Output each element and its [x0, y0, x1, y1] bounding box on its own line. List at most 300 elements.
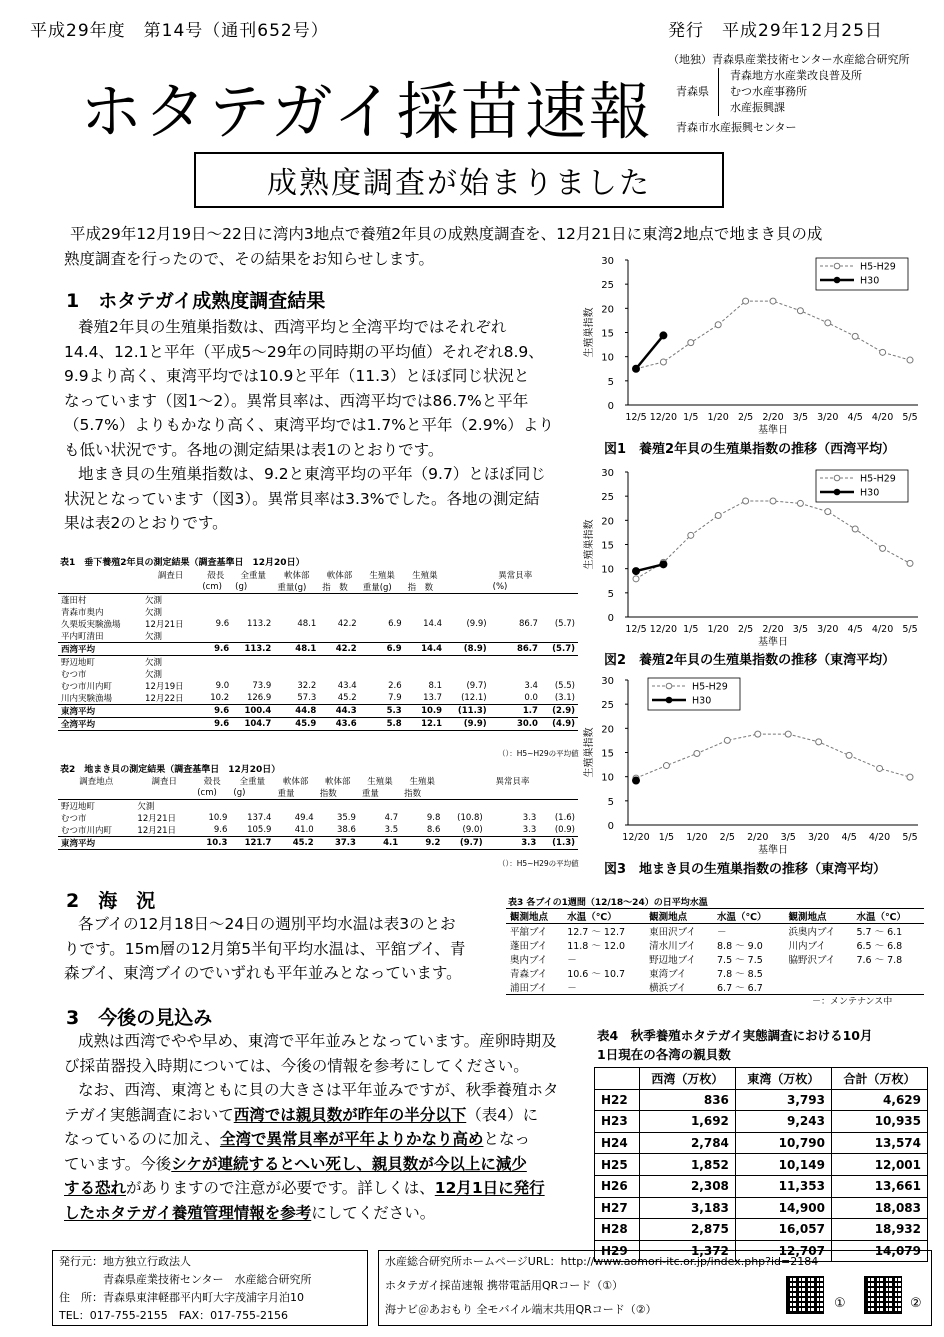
x-tick-label: 2/5	[737, 412, 754, 423]
x-tick-label: 3/20	[817, 412, 839, 423]
table-cell: 3.3	[522, 813, 537, 823]
table4-h	[595, 1068, 640, 1090]
table-cell	[199, 606, 232, 618]
table-cell: 欠測	[137, 802, 155, 812]
legend-marker	[834, 277, 840, 283]
table-cell: 42.2	[319, 643, 359, 656]
table-cell: H28	[595, 1219, 640, 1241]
table-cell: 7.6 ～ 7.8	[856, 955, 903, 966]
table3-h: 水温（℃）	[852, 909, 924, 924]
table-cell	[486, 800, 540, 813]
s1-line: 地まき貝の生殖巣指数は、9.2と東湾平均の平年（9.7）とほぼ同じ	[78, 465, 546, 483]
s3-line	[64, 1127, 594, 1152]
table1	[58, 569, 578, 731]
y-tick-label: 20	[601, 304, 614, 316]
x-tick-label: 12/20	[622, 832, 650, 843]
x-tick-label: 12/20	[649, 624, 678, 635]
table-cell: 川内ブイ	[788, 941, 826, 952]
s3-text: ています。今後	[64, 1154, 172, 1173]
legend-marker	[834, 489, 840, 495]
table-cell: 7.5 ～ 7.5	[717, 955, 763, 966]
s3-text: なっているのに加え、	[64, 1130, 220, 1148]
footer-publisher	[52, 1250, 368, 1326]
table-cell: 14.4	[405, 643, 445, 656]
table-cell: 4.7	[384, 813, 399, 823]
data-point-h5-h29	[633, 576, 639, 582]
x-tick-label: 2/20	[747, 832, 769, 843]
table-cell: 6.9	[388, 619, 402, 629]
data-point-h5-h29	[660, 359, 666, 365]
table-cell: 43.6	[319, 718, 359, 731]
table-cell	[490, 606, 541, 618]
table-cell	[360, 606, 405, 618]
s3-emphasis: 全湾で異常貝率が平年よりかなり高め	[219, 1130, 484, 1148]
fig3-caption: 図3 地まき貝の生殖巣指数の推移（東湾平均）	[604, 862, 887, 877]
table1-h	[445, 569, 490, 581]
section-3-body	[64, 1029, 594, 1225]
table-row	[595, 1111, 928, 1133]
org-fisheries-office: 青森地方水産業改良普及所	[730, 69, 862, 82]
table-cell	[359, 800, 401, 813]
table2-h: 軟体部	[282, 777, 309, 787]
table-cell	[232, 594, 274, 607]
y-tick-label: 25	[601, 700, 614, 712]
table2-h: 生殖巣	[409, 777, 436, 787]
table-row	[58, 824, 578, 837]
table-cell: 44.8	[274, 705, 319, 718]
table-cell	[274, 594, 319, 607]
table-cell: 57.3	[274, 692, 319, 705]
x-tick-label: 4/20	[868, 832, 891, 843]
table1-h: 重量(g)	[274, 581, 319, 594]
table2-h: 生殖巣	[367, 777, 393, 787]
table1-h: (%)	[490, 581, 541, 594]
table-cell	[401, 800, 443, 813]
table-cell: むつ市	[61, 670, 87, 680]
y-tick-label: 30	[601, 468, 614, 479]
s1-line: 状況となっています（図3）。異常貝率は3.3%でした。各地の測定結	[64, 489, 540, 508]
table-cell: 横浜ブイ	[649, 983, 687, 994]
table-cell: 9.6	[199, 718, 232, 731]
table-cell: 野辺地町	[61, 658, 96, 668]
x-tick-label: 12/20	[649, 412, 678, 423]
table1-h	[58, 581, 142, 594]
table-cell: 105.9	[230, 824, 274, 837]
table-cell	[852, 966, 924, 980]
org-brace	[718, 68, 725, 116]
qr-label-2: ②	[910, 1296, 922, 1311]
table-cell	[852, 980, 924, 995]
series-line-h5-h29	[636, 301, 910, 369]
s1-line: 果は表2のとおりです。	[64, 514, 228, 532]
data-point-h5-h29	[846, 752, 852, 758]
y-tick-label: 5	[607, 796, 614, 808]
table-cell: H23	[595, 1111, 640, 1133]
table-cell: (5.7)	[554, 619, 575, 629]
table-cell	[199, 594, 232, 607]
table-cell: 0.0	[490, 692, 541, 705]
y-tick-label: 25	[601, 492, 614, 504]
table-cell: 清水川ブイ	[649, 941, 696, 952]
data-point-h5-h29	[877, 765, 883, 771]
table-cell: 7.9	[360, 692, 405, 705]
table2-note: （）：H5~H29の平均値	[498, 859, 579, 868]
qr-label-1: ①	[834, 1296, 846, 1311]
table-cell: むつ市	[61, 814, 87, 824]
section-2-body	[64, 912, 504, 986]
table-cell	[490, 668, 541, 680]
table-cell: むつ市川内町	[61, 682, 113, 692]
table1-h: 異常貝率	[498, 571, 533, 581]
table-cell: 10,790	[735, 1132, 831, 1154]
table2-h: 異常貝率	[495, 777, 530, 787]
table-cell: H27	[595, 1197, 640, 1219]
org-promotion-division: 水産振興課	[730, 101, 785, 114]
table-cell	[199, 656, 232, 669]
table-cell: 5.3	[360, 705, 405, 718]
y-tick-label: 10	[601, 772, 614, 784]
table-cell: (1.3)	[539, 837, 578, 850]
s2-line: 各ブイの12月18日～24日の週別平均水温は表3のとお	[78, 915, 456, 933]
table2-header-2	[58, 787, 578, 800]
headline-box	[194, 152, 724, 208]
y-tick-label: 20	[601, 724, 614, 736]
x-tick-label: 12/5	[625, 412, 647, 423]
table-cell: 45.2	[319, 692, 359, 705]
table-row	[595, 1132, 928, 1154]
table-cell: 4,629	[831, 1089, 927, 1111]
table-cell	[199, 668, 232, 680]
table-row	[58, 837, 578, 850]
table-cell: 3.5	[359, 824, 401, 837]
table-cell: 13.7	[405, 692, 445, 705]
issue-date: 発行 平成29年12月25日	[668, 21, 883, 41]
table-cell	[274, 630, 319, 643]
x-tick-label: 1/5	[683, 412, 699, 423]
table-cell: 6.5 ～ 6.8	[856, 941, 903, 952]
table-cell: 86.7	[490, 643, 541, 656]
table-cell: 9.6	[194, 824, 230, 837]
data-point-h5-h29	[715, 322, 721, 328]
s3-emphasis: する恐れ	[64, 1179, 127, 1197]
table-cell	[541, 594, 578, 607]
table-row	[506, 966, 924, 980]
table-cell: 11.8 ～ 12.0	[567, 941, 626, 952]
data-point-h5-h29	[743, 298, 749, 304]
table-row	[595, 1175, 928, 1197]
table-cell: 42.2	[337, 619, 357, 629]
table3-caption: 表3 各ブイの1週間（12/18～24）の日平均水温	[508, 898, 708, 908]
data-point-h5-h29	[880, 545, 886, 551]
table-cell: 113.2	[246, 619, 272, 629]
table2-h: (cm)	[194, 787, 230, 800]
x-axis-label: 基準日	[758, 845, 788, 855]
table-cell: 欠測	[145, 658, 163, 668]
table2-h	[539, 787, 578, 800]
s3-text: がありますので注意が必要です。詳しくは、	[126, 1179, 435, 1197]
table-cell: 9.2	[401, 837, 443, 850]
table2-caption: 表2 地まき貝の測定結果（調査基準日 12月20日）	[60, 765, 281, 775]
table-cell: 10.6 ～ 10.7	[567, 969, 626, 980]
y-tick-label: 15	[601, 748, 614, 760]
table-cell: 9.6	[199, 643, 232, 656]
table-cell: 1.7	[490, 705, 541, 718]
table-cell: 14.4	[423, 619, 443, 629]
s1-line: 養殖2年貝の生殖巣指数は、西湾平均と全湾平均ではそれぞれ	[78, 318, 507, 336]
table2-h: 殻長	[203, 777, 221, 787]
legend-label: H30	[860, 275, 880, 287]
table-cell: (5.5)	[554, 681, 575, 691]
table-cell	[274, 656, 319, 669]
table2-h	[58, 787, 134, 800]
y-tick-label: 15	[601, 328, 614, 340]
table-cell: H26	[595, 1175, 640, 1197]
table-cell: 9.6	[215, 619, 230, 629]
table-cell: 12月22日	[142, 692, 199, 705]
org-city-center: 青森市水産振興センター	[676, 121, 797, 134]
data-point-h5-h29	[907, 560, 913, 566]
qr-code-1[interactable]	[786, 1276, 824, 1314]
table-cell: 14,079	[831, 1240, 927, 1262]
table-cell: 浦田ブイ	[510, 983, 548, 994]
table-cell: 蓬田村	[61, 596, 87, 606]
table3-h: 観測地点	[506, 909, 563, 924]
table-cell: 5.7 ～ 6.1	[856, 927, 903, 938]
table-cell: 3,183	[639, 1197, 735, 1219]
table2-h: 全重量	[239, 777, 266, 787]
table3-h: 水温（℃）	[713, 909, 785, 924]
headline: 成熟度調査が始まりました	[267, 166, 651, 201]
table2-h: 軟体部	[325, 777, 351, 787]
table-cell: 9.8	[426, 813, 441, 823]
table-cell: 8.1	[428, 681, 443, 691]
data-point-h5-h29	[688, 532, 694, 538]
x-tick-label: 2/20	[762, 624, 784, 635]
table-cell: 18,932	[831, 1219, 927, 1241]
table-cell: 1,372	[639, 1240, 735, 1262]
footer-line: 青森県産業技術センター 水産総合研究所	[103, 1273, 312, 1286]
table-cell: 32.2	[297, 681, 317, 691]
table-cell: 10,935	[831, 1111, 927, 1133]
s3-emphasis: 西湾では親貝数が昨年の半分以下	[233, 1105, 467, 1124]
table-cell	[360, 594, 405, 607]
table-cell	[194, 800, 230, 813]
x-tick-label: 4/5	[847, 412, 863, 423]
table-cell: 欠測	[145, 608, 163, 618]
footer-line: ホタテガイ採苗速報 携帯電話用QRコード（①）	[385, 1279, 624, 1292]
table1-h: 全重量	[240, 571, 266, 581]
section-2-title: 2 海 況	[66, 890, 156, 912]
x-tick-label: 2/20	[762, 412, 784, 423]
x-tick-label: 3/5	[792, 412, 809, 423]
s1-line: なっています（図1～2）。異常貝率は、西湾平均では86.7%と平年	[64, 391, 529, 410]
table1-h: 調査日	[157, 571, 184, 581]
table-cell: 13,574	[831, 1132, 927, 1154]
table-cell: 10.9	[405, 705, 445, 718]
data-point-h5-h29	[688, 340, 694, 346]
table-cell	[445, 630, 490, 643]
table2-h: 調査日	[151, 777, 178, 787]
data-point-h5-h29	[816, 739, 822, 745]
table-cell	[317, 800, 359, 813]
table4-body	[595, 1089, 928, 1262]
table-row	[506, 924, 924, 939]
table-cell	[541, 668, 578, 680]
table-cell	[319, 656, 359, 669]
table-cell: 30.0	[490, 718, 541, 731]
s3-emphasis: シケが連続するとへい死し、親貝数が今以上に減少	[171, 1154, 527, 1173]
section-3-title: 3 今後の見込み	[66, 1007, 213, 1029]
table-row	[58, 800, 578, 813]
table-cell: 野辺地ブイ	[649, 955, 696, 966]
table-cell: －	[567, 983, 577, 994]
table-cell	[490, 594, 541, 607]
table-cell: 8.8 ～ 9.0	[717, 941, 763, 952]
s1-line: （5.7%）よりもかなり高く、東湾平均では1.7%と平年（2.9%）より	[64, 416, 554, 434]
table-cell: 12月19日	[145, 682, 184, 692]
table2-h	[539, 775, 578, 787]
data-point-h5-h29	[852, 526, 858, 532]
table-cell	[142, 718, 199, 731]
x-tick-label: 5/5	[902, 624, 918, 635]
table-cell: 13,661	[831, 1175, 927, 1197]
table-cell: 6.7 ～ 6.7	[717, 983, 763, 994]
table-cell	[405, 656, 445, 669]
table2-h: (g)	[230, 787, 274, 800]
table-cell: 欠測	[145, 670, 163, 680]
table-cell: (9.9)	[445, 718, 490, 731]
table3-header	[506, 909, 924, 924]
s2-line: りです。15m層の12月第5半旬平均水温は、平舘ブイ、青	[64, 939, 466, 958]
qr-code-2[interactable]	[864, 1276, 902, 1314]
table-cell: 3,793	[735, 1089, 831, 1111]
s1-line: も低い状況です。各地の測定結果は表1のとおりです。	[64, 440, 444, 459]
table-cell: 1,692	[639, 1111, 735, 1133]
table-cell: 126.9	[232, 692, 274, 705]
table-cell: 45.2	[274, 837, 316, 850]
table-cell: 3.3	[486, 824, 540, 837]
table1-h: 軟体部	[284, 571, 310, 581]
table2-body	[58, 800, 578, 850]
s2-line: 森ブイ、東湾ブイのでいずれも平年並みとなっています。	[64, 964, 462, 982]
table-cell	[405, 668, 445, 680]
table-cell	[142, 705, 199, 718]
s3-text: となっ	[483, 1130, 530, 1148]
table-cell: 14,900	[735, 1197, 831, 1219]
legend-label: H5-H29	[692, 681, 728, 693]
table3-h: 観測地点	[645, 909, 713, 924]
table-row	[595, 1089, 928, 1111]
x-axis-label: 基準日	[758, 637, 788, 647]
table-cell: 104.7	[232, 718, 274, 731]
table-cell: (9.0)	[443, 824, 485, 837]
s3-text: テガイ実態調査において	[64, 1105, 234, 1124]
table-cell	[232, 606, 274, 618]
x-tick-label: 1/20	[686, 832, 708, 843]
table-cell: 川内実験漁場	[58, 692, 142, 705]
table2-h	[443, 775, 485, 787]
table1-h: 生殖巣	[369, 571, 395, 581]
x-tick-label: 4/5	[841, 832, 857, 843]
table-row	[58, 692, 578, 705]
table-cell	[360, 656, 405, 669]
table1-h: (cm)	[199, 581, 232, 594]
table-cell	[319, 594, 359, 607]
table-cell: 6.9	[360, 643, 405, 656]
x-tick-label: 12/5	[625, 624, 647, 635]
table-cell: 青森市奥内	[61, 608, 104, 618]
table2-h: 指数	[317, 787, 359, 800]
table-cell	[490, 656, 541, 669]
table-cell: 121.7	[230, 837, 274, 850]
table1-h: 指 数	[319, 581, 359, 594]
table3	[506, 908, 924, 995]
publisher-org: （地独）青森県産業技術センター水産総合研究所	[668, 53, 910, 66]
table-row	[58, 618, 578, 630]
table-cell: 113.2	[232, 643, 274, 656]
table-row	[595, 1197, 928, 1219]
table-cell: H25	[595, 1154, 640, 1176]
chart-fig2	[580, 462, 930, 647]
legend-label: H5-H29	[860, 261, 896, 273]
table-cell: H24	[595, 1132, 640, 1154]
table-cell	[445, 668, 490, 680]
table4	[594, 1067, 928, 1262]
data-point-h5-h29	[852, 333, 858, 339]
table3-note: －：メンテナンス中	[812, 997, 893, 1007]
data-point-h30	[660, 561, 667, 568]
table-cell: (9.7)	[466, 681, 487, 691]
x-tick-label: 2/5	[737, 624, 754, 635]
table-cell: 100.4	[232, 705, 274, 718]
footer-line: 発行元：地方独立行政法人	[59, 1255, 191, 1268]
table-cell: 青森ブイ	[510, 969, 548, 980]
data-point-h5-h29	[907, 357, 913, 363]
y-tick-label: 30	[601, 676, 614, 687]
section-1-body	[64, 315, 584, 536]
fig2-caption: 図2 養殖2年貝の生殖巣指数の推移（東湾平均）	[604, 653, 896, 668]
issue-number: 平成29年度 第14号（通刊652号）	[30, 21, 329, 41]
table-cell: 7.8 ～ 8.5	[717, 969, 763, 980]
table-row	[58, 812, 578, 824]
homepage-url[interactable]: 水産総合研究所ホームページURL：http://www.aomori-itc.or.jp/index.php?id=2184	[385, 1255, 819, 1268]
data-point-h5-h29	[797, 500, 803, 506]
series-line-h5-h29	[636, 734, 910, 778]
legend-marker	[666, 697, 672, 703]
table-cell: 欠測	[142, 630, 199, 643]
table-cell: (5.7)	[541, 643, 578, 656]
table2-h: 指数	[401, 787, 443, 800]
table-cell: H29	[595, 1240, 640, 1262]
table-cell: 2,875	[639, 1219, 735, 1241]
data-point-h30	[633, 568, 640, 575]
section-1-title: 1 ホタテガイ成熟度調査結果	[66, 290, 326, 312]
table-cell	[785, 980, 853, 995]
table1-h	[541, 569, 578, 581]
x-axis-label: 基準日	[758, 425, 788, 435]
table-cell	[319, 630, 359, 643]
table-cell: 12,707	[735, 1240, 831, 1262]
table-cell: 平舘ブイ	[510, 927, 548, 938]
table4-caption-2: 1日現在の各湾の親貝数	[597, 1047, 731, 1062]
table-cell: 12月21日	[137, 814, 177, 824]
table-cell	[232, 630, 274, 643]
table4-caption	[597, 1026, 872, 1064]
table-cell: むつ市川内町	[58, 824, 134, 837]
table-cell: 西湾平均	[58, 643, 142, 656]
table-row	[58, 656, 578, 669]
table-cell: (9.9)	[466, 619, 487, 629]
